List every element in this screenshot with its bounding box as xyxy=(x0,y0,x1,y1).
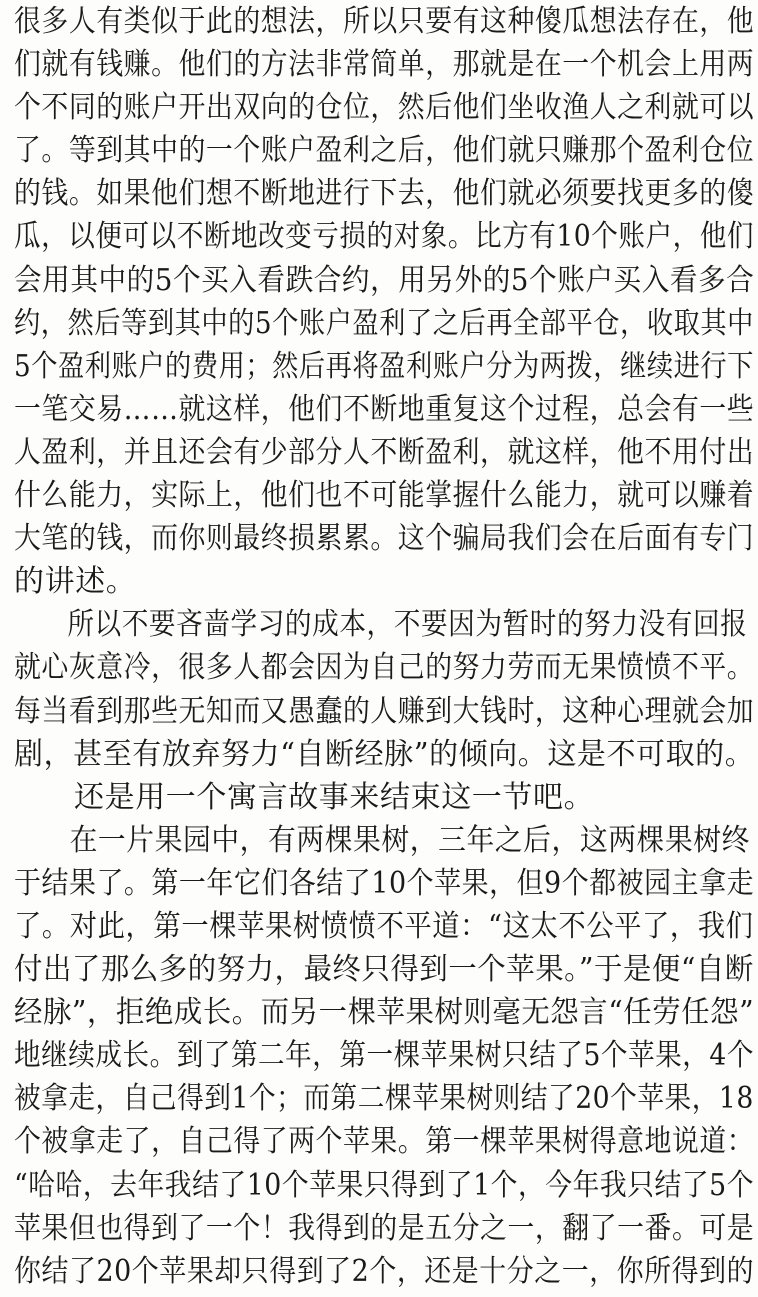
text-line: 在一片果园中，有两棵果树，三年之后，这两棵果树终 xyxy=(69,822,750,858)
text-line: 还是用一个寓言故事来结束这一节吧。 xyxy=(74,779,595,815)
text-line: 剧，甚至有放弃努力“自断经脉”的倾向。这是不可取的。 xyxy=(14,736,755,772)
text-line: 所以不要吝啬学习的成本，不要因为暂时的努力没有回报 xyxy=(67,607,748,643)
text-line: 5个盈利账户的费用；然后再将盈利账户分为两拨，继续进行下 xyxy=(14,348,754,384)
body-text xyxy=(14,0,754,1293)
text-line: 们就有钱赚。他们的方法非常简单，那就是在一个机会上用两 xyxy=(14,47,755,83)
text-line: 个不同的账户开出双向的仓位，然后他们坐收渔人之利就可以 xyxy=(14,90,755,126)
text-line: 瓜，以便可以不断地改变亏损的对象。比方有10个账户，他们 xyxy=(14,219,754,255)
text-line: 经脉”，拒绝成长。而另一棵苹果树则毫无怨言“任劳任怨” xyxy=(14,995,755,1031)
text-line: 大笔的钱，而你则最终损累累。这个骗局我们会在后面有专门 xyxy=(14,521,755,557)
text-line: 付出了那么多的努力，最终只得到一个苹果。”于是便“自断 xyxy=(14,952,754,988)
text-line: 个被拿走了，自己得了两个苹果。第一棵苹果树得意地说道： xyxy=(14,1124,755,1160)
text-line: 每当看到那些无知而又愚蠢的人赚到大钱时，这种心理就会加 xyxy=(14,693,755,729)
text-line: 的讲述。 xyxy=(14,564,137,600)
text-line: 了。对此，第一棵苹果树愤愤不平道：“这太不公平了，我们 xyxy=(14,908,754,944)
text-line: 很多人有类似于此的想法，所以只要有这种傻瓜想法存在，他 xyxy=(14,4,755,39)
text-line: 被拿走，自己得到1个；而第二棵苹果树则结了20个苹果，18 xyxy=(14,1081,754,1117)
text-line: 会用其中的5个买入看跌合约，用另外的5个账户买入看多合 xyxy=(14,262,755,298)
text-line: 什么能力，实际上，他们也不可能掌握什么能力，就可以赚着 xyxy=(14,478,755,514)
text-line: 就心灰意冷，很多人都会因为自己的努力劳而无果愤愤不平。 xyxy=(14,650,755,686)
text-line: “哈哈，去年我结了10个苹果只得到了1个，今年我只结了5个 xyxy=(14,1167,755,1203)
text-line: 苹果但也得到了一个！我得到的是五分之一，翻了一番。可是 xyxy=(14,1210,755,1246)
text-line: 一笔交易……就这样，他们不断地重复这个过程，总会有一些 xyxy=(14,391,755,427)
text-line: 了。等到其中的一个账户盈利之后，他们就只赚那个盈利仓位 xyxy=(14,133,755,169)
text-line: 于结果了。第一年它们各结了10个苹果，但9个都被园主拿走 xyxy=(14,865,755,901)
text-line: 地继续成长。到了第二年，第一棵苹果树只结了5个苹果，4个 xyxy=(14,1038,754,1074)
text-line: 的钱。如果他们想不断地进行下去，他们就必须要找更多的傻 xyxy=(14,176,755,212)
text-line: 约，然后等到其中的5个账户盈利了之后再全部平仓，收取其中 xyxy=(14,305,754,341)
text-line: 人盈利，并且还会有少部分人不断盈利，就这样，他不用付出 xyxy=(14,434,755,470)
text-line: 你结了20个苹果却只得到了2个，还是十分之一，你所得到的 xyxy=(14,1253,755,1289)
